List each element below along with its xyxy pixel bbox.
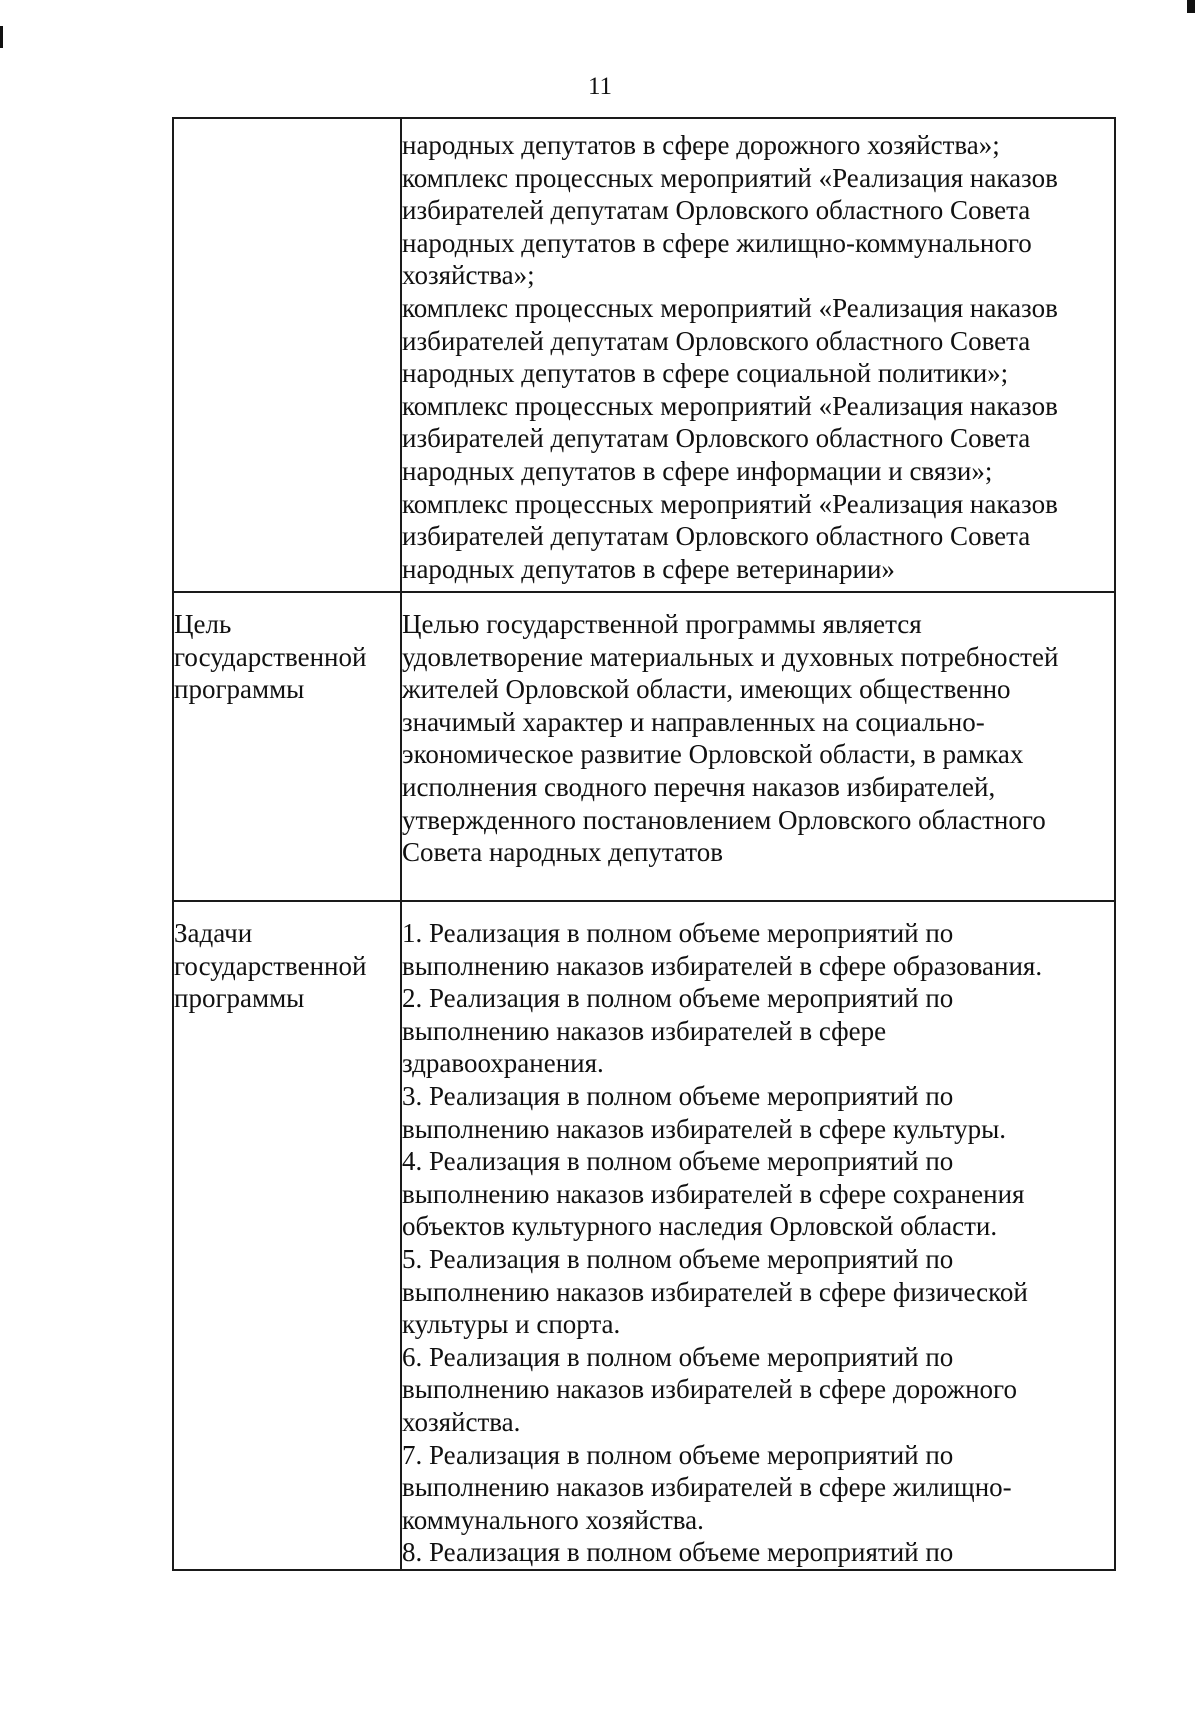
content-line: Целью государственной программы является [402,609,922,639]
row-label-line: Цель [174,609,232,639]
content-line: 6. Реализация в полном объеме мероприятий по [402,1341,954,1372]
content-line: комплекс процессных мероприятий «Реализация наказов [402,390,1058,421]
content-line: 3. Реализация в полном объеме мероприятий по [402,1080,954,1111]
content-line: исполнения сводного перечня наказов избирателей, [402,771,996,802]
content-line: выполнению наказов избирателей в сфере сохранения [402,1178,1025,1209]
content-line: комплекс процессных мероприятий «Реализация наказов [402,292,1058,323]
content-line: народных депутатов в сфере социальной политики»; [402,358,1009,389]
content-line: 1. Реализация в полном объеме мероприятий по [402,918,954,948]
content-line: 5. Реализация в полном объеме мероприятий по [402,1243,954,1274]
content-line: объектов культурного наследия Орловской области. [402,1211,998,1242]
content-line: выполнению наказов избирателей в сфере образования. [402,950,1043,981]
content-line: 2. Реализация в полном объеме мероприятий по [402,983,954,1014]
content-line: комплекс процессных мероприятий «Реализация наказов [402,162,1058,193]
content-line: выполнению наказов избирателей в сфере культуры. [402,1113,1007,1144]
content-line: избирателей депутатам Орловского областного Совета [402,325,1031,356]
content-line: комплекс процессных мероприятий «Реализация наказов [402,488,1058,519]
page-number: 11 [587,73,613,100]
row-label-cell [173,901,401,1570]
content-line: избирателей депутатам Орловского областного Совета [402,423,1031,454]
table-row-goal [173,592,1115,901]
row-label-line: государственной [174,950,367,981]
content-line: коммунального хозяйства. [402,1504,704,1535]
scan-mark [1187,0,1195,13]
content-line: экономическое развитие Орловской области, в рамках [402,739,1024,770]
content-line: народных депутатов в сфере дорожного хозяйства»; [402,130,1000,160]
row-content-cell [401,592,1115,901]
content-line: Совета народных депутатов [402,837,723,868]
content-line: выполнению наказов избирателей в сфере жилищно- [402,1472,1012,1503]
content-line: здравоохранения. [402,1048,604,1079]
row-content-cell [401,118,1115,592]
content-line: 7. Реализация в полном объеме мероприятий по [402,1439,954,1470]
row-label-cell [173,592,401,901]
scan-mark [0,26,3,48]
content-line: народных депутатов в сфере ветеринарии» [402,553,895,584]
content-line: жителей Орловской области, имеющих общественно [402,674,1011,705]
row-label-line: государственной [174,641,367,672]
content-line: 4. Реализация в полном объеме мероприятий по [402,1146,954,1177]
content-line: выполнению наказов избирателей в сфере [402,1015,887,1046]
content-line: удовлетворение материальных и духовных потребностей [402,641,1059,672]
content-line: избирателей депутатам Орловского областного Совета [402,521,1031,552]
content-line: избирателей депутатам Орловского областного Совета [402,195,1031,226]
content-line: народных депутатов в сфере информации и связи»; [402,455,993,486]
content-line: выполнению наказов избирателей в сфере дорожного [402,1374,1017,1405]
row-label-line: Задачи [174,918,253,948]
table-row-continuation [173,118,1115,592]
table-row-tasks [173,901,1115,1570]
content-line: утвержденного постановлением Орловского областного [402,804,1046,835]
content-line: культуры и спорта. [402,1309,621,1340]
content-line: хозяйства. [402,1406,521,1437]
row-label-line: программы [174,983,305,1014]
content-line: значимый характер и направленных на социально- [402,706,985,737]
row-label-line: программы [174,674,305,705]
content-line: хозяйства»; [402,260,535,291]
content-line: народных депутатов в сфере жилищно-коммунального [402,227,1032,258]
content-line: 8. Реализация в полном объеме мероприятий по [402,1537,954,1568]
row-label-cell [173,118,401,592]
row-content-cell [401,901,1115,1570]
content-line: выполнению наказов избирателей в сфере физической [402,1276,1028,1307]
passport-table [172,117,1116,1571]
